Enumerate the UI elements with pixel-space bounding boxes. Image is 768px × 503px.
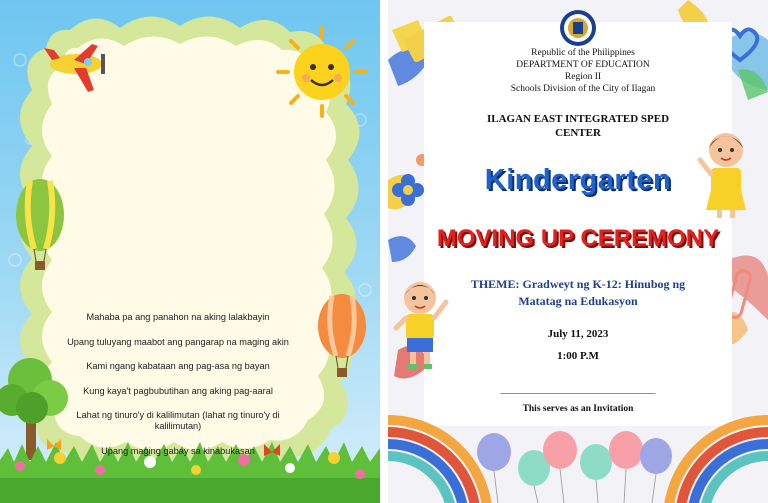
header-region: Region II — [564, 72, 602, 82]
header-block — [488, 47, 678, 95]
right-page — [388, 0, 768, 503]
poem-line: Upang maging gabay sa kinabukasan — [101, 445, 255, 456]
rainbow-right — [668, 420, 768, 503]
page-divider — [380, 0, 388, 503]
theme-text: THEME: Gradweyt ng K-12: Hinubog ng Matatag na Edukasyon — [470, 277, 686, 308]
poem-line: Kami ngang kabataan ang pag-asa ng bayan — [86, 361, 270, 371]
poem-lines — [64, 312, 292, 470]
header-department: DEPARTMENT OF EDUCATION — [516, 60, 650, 70]
poem-line: Upang tuluyang maabot ang pangarap na maging akin — [67, 336, 289, 347]
balloons-icon — [477, 431, 672, 503]
deped-seal-icon — [560, 10, 596, 46]
rainbow-left — [388, 420, 488, 503]
signature-line: _______________________________ — [500, 384, 656, 395]
header-republic: Republic of the Philippines — [531, 48, 635, 58]
event-date: July 11, 2023 — [547, 328, 609, 340]
poem-line: Kung kaya't pagbubutihan ang aking pag-aaral — [83, 385, 273, 396]
school-name: ILAGAN EAST INTEGRATED SPED CENTER — [486, 113, 670, 139]
poem-line: Lahat ng tinuro'y di kalilimutan (lahat ng tinuro'y di kalilimutan) — [76, 410, 280, 431]
header-division: Schools Division of the City of Ilagan — [510, 84, 656, 94]
kindergarten-title: Kindergarten — [484, 164, 672, 196]
event-time: 1:00 P.M — [557, 350, 599, 362]
invitation-note: This serves as an Invitation — [522, 404, 634, 414]
left-page — [0, 0, 380, 503]
poem-line: Mahaba pa ang panahon na aking lalakbayin — [86, 312, 270, 322]
moving-up-title: MOVING UP CEREMONY — [436, 225, 720, 252]
